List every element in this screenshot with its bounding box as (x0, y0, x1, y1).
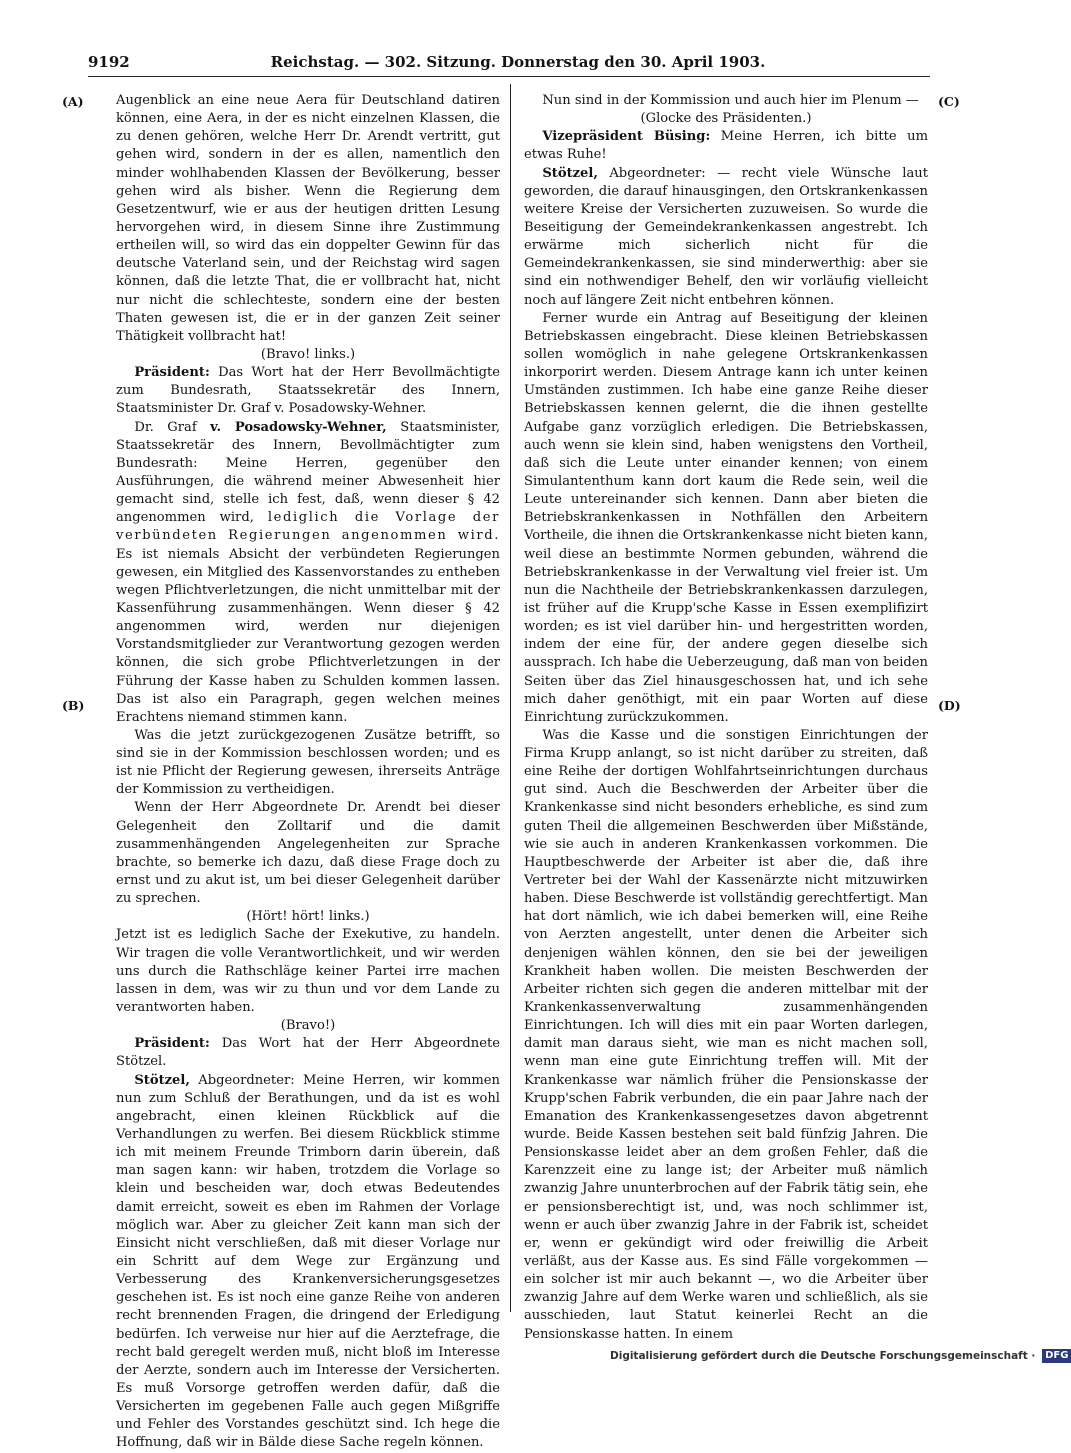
interjection: (Hört! hört! links.) (246, 909, 370, 925)
paragraph: Was die Kasse und die sonstigen Einrichtungen der Firma Krupp anlangt, so ist nicht darüber zu streiten, daß eine Reihe der dortigen Wohlfahrtseinrichtungen durchaus gut sind. Auch die Beschwerden der Arbeiter über die Krankenkasse sind nicht besonders erhebliche, es sind zum guten Theil die allgemeinen Beschwerden über Mißstände, wie sie auch in anderen Krankenkassen vorkommen. Die Hauptbeschwerde der Arbeiter ist aber die, daß ihre Vertreter bei der Wahl der Kassenärzte nicht mitzuwirken haben. Diese Beschwerde ist vollständig gerechtfertigt. Man hat dort nämlich, wie ich dabei bemerken will, eine Reihe von Aerzten angestellt, unter denen die Arbeiter sich denjenigen wählen können, den sie bei der jeweiligen Krankheit haben wollen. Die meisten Beschwerden der Arbeiter richten sich gegen die anderen mittelbar mit der Krankenkassenverwaltung zusammenhängenden Einrichtungen. Ich will dies mit ein paar Worten darlegen, damit man daraus sieht, wie man es nicht machen soll, wenn man eine gute Einrichtung treffen will. Mit der Krankenkasse war nämlich früher die Pensionskasse der Krupp'schen Fabrik verbunden, die ein paar Jahre nach der Emanation des Krankenkassengesetzes davon abgetrennt wurde. Beide Kassen bestehen seit bald fünfzig Jahren. Die Pensionskasse leidet aber an dem großen Fehler, daß die Karenzzeit eine zu lange ist; der Arbeiter muß nämlich zwanzig Jahre ununterbrochen auf der Fabrik tätig sein, ehe er pensionsberechtigt ist, und, was noch schlimmer ist, wenn er auch über zwanzig Jahre in der Fabrik ist, scheidet er, wenn er gekündigt wird oder freiwillig die Arbeit verläßt, aus der Kasse aus. Es sind Fälle vorgekommen — ein solcher ist mir auch bekannt —, wo die Arbeiter über zwanzig Jahre auf dem Werke waren und schließlich, als sie ausschieden, laut Statut keinerlei Recht an die Pensionskasse hatten. In einem (524, 727, 928, 1342)
paragraph: Nun sind in der Kommission und auch hier im Plenum — (542, 93, 919, 108)
running-title: Reichstag. — 302. Sitzung. Donnerstag den 30. April 1903. (270, 53, 766, 71)
paragraph (524, 165, 928, 310)
header-rule (88, 76, 930, 77)
speech-text: Es ist niemals Absicht der verbündeten Regierungen gewesen, ein Mitglied des Kassenvorstandes zu entheben wegen Pflichtverletzungen, die nicht unmittelbar mit der Kassenführung zusammenhängen. Wenn dieser § 42 angenommen wird, werden nur diejenigen Vorstandsmitglieder zur Verantwortung gezogen werden können, die sich grobe Pflichtverletzungen in der Führung der Kasse haben zu Schulden kommen lassen. Das ist also ein Paragraph, gegen welchen meines Erachtens niemand stimmen kann. (116, 546, 500, 725)
speaker-prefix: Dr. Graf (134, 419, 211, 435)
speech-text: Abgeordneter: — recht viele Wünsche laut geworden, die darauf hinausgingen, den Ortskrankenkassen weitere Kreise der Versicherten zuzuweisen. So wurde die Beseitigung der Gemeindekrankenkassen angestrebt. Ich erwärme mich sicherlich nicht für die Gemeindekrankenkassen, sie sind minderwerthig: aber sie sind ein nothwendiger Behelf, den wir vorläufig vielleicht noch auf längere Zeit nicht entbehren können. (524, 165, 928, 308)
speech-text: Abgeordneter: Meine Herren, wir kommen nun zum Schluß der Berathungen, und da ist es wohl angebracht, einen kleinen Rückblick auf die Verhandlungen zu werfen. Bei diesem Rückblick stimme ich mit meinem Freunde Trimborn darin überein, daß man sagen kann: wir haben, trotzdem die Vorlage so klein und bescheiden war, doch etwas Bedeutendes damit erreicht, soweit es eben im Rahmen der Vorlage möglich war. Aber zu gleicher Zeit kann man sich der Einsicht nicht verschließen, daß mit dieser Vorlage nur ein Schritt auf dem Wege zur Ergänzung und Verbesserung des Krankenversicherungsgesetzes geschehen ist. Es ist noch eine ganze Reihe von anderen recht brennenden Fragen, die dringend der Erledigung bedürfen. Ich verweise nur hier auf die Aerztefrage, die recht bald geregelt werden muß, nicht bloß im Interesse der Aerzte, sondern auch im Interesse der Versicherten. Es muß Vorsorge getroffen werden dafür, daß die Versicherten im gegebenen Falle auch gegen Mißgriffe und Fehler des Vorstandes geschützt sind. Ich hege die Hoffnung, daß wir in Bälde diese Sache regeln können. (116, 1072, 500, 1451)
interjection: (Bravo! links.) (260, 346, 356, 362)
speech-text: Das Wort hat der Herr Abgeordnete Stötzel. (116, 1036, 500, 1070)
page-number: 9192 (88, 53, 130, 71)
paragraph: Ferner wurde ein Antrag auf Beseitigung der kleinen Betriebskassen eingebracht. Diese kleinen Betriebskassen sollen womöglich in nahe gelegene Ortskrankenkassen inkorporirt werden. Diesem Antrage kann ich unter keinen Umständen zustimmen. Ich habe eine ganze Reihe dieser Betriebskassen kennen gelernt, die die ihnen gestellte Aufgabe ganz vorzüglich erledigen. Die Betriebskassen, auch wenn sie klein sind, haben wenigstens den Vortheil, daß sich die Leute unter einander kennen; von einem Simulantenthum kann dort kaum die Rede sein, weil die Leute untereinander sich kennen. Dann aber bieten die Betriebskrankenkassen in Nothfällen den Arbeitern Vortheile, die ihnen die Ortskrankenkasse nicht bieten kann, weil diese an bestimmte Normen gebunden, während die Betriebskrankenkasse in der Verwaltung viel freier ist. Um nun die Nachtheile der Betriebskrankenkassen darzulegen, ist früher auf die Krupp'sche Kasse in Essen exemplifizirt worden; es ist viel darüber hin- und hergestritten worden, indem der eine für, der andere gegen dieselbe sich aussprach. Ich habe die Ueberzeugung, daß man von beiden Seiten über das Ziel hinausgeschossen hat, und ich sehe mich daher genöthigt, mit ein paar Worten auf diese Einrichtung zurückzukommen. (524, 310, 928, 725)
footer-text: Digitalisierung gefördert durch die Deutsche Forschungsgemeinschaft · (610, 1350, 1036, 1362)
speech-text: Das Wort hat der Herr Bevollmächtigte zum Bundesrath, Staatssekretär des Innern, Staatsminister Dr. Graf v. Posadowsky-Wehner. (116, 365, 500, 417)
dfg-logo: DFG (1042, 1349, 1071, 1363)
column-divider (510, 84, 511, 1312)
emphasized-text: lediglich die Vorlage der verbündeten Regierungen angenommen wird. (116, 510, 500, 544)
speaker-name: Präsident: (134, 1036, 210, 1052)
margin-mark-c: (C) (938, 94, 960, 109)
paragraph (116, 419, 500, 727)
paragraph (116, 364, 500, 418)
speaker-name: v. Posadowsky-Wehner, (210, 419, 387, 435)
paragraph: Jetzt ist es lediglich Sache der Exekutive, zu handeln. Wir tragen die volle Verantwortlichkeit, und wir werden uns durch die Rathschläge keiner Partei irre machen lassen in dem, was wir zu thun und vor dem Lande zu verantworten haben. (116, 927, 500, 1016)
paragraph (116, 1035, 500, 1071)
speaker-name: Vizepräsident Büsing: (542, 129, 711, 145)
speech-text: Meine Herren, ich bitte um etwas Ruhe! (524, 129, 928, 163)
margin-mark-b: (B) (62, 698, 85, 713)
margin-mark-d: (D) (938, 698, 961, 713)
speaker-name: Stötzel, (134, 1072, 190, 1088)
speaker-name: Stötzel, (542, 165, 598, 181)
paragraph (116, 1072, 500, 1453)
right-column (524, 92, 928, 1344)
paragraph: Wenn der Herr Abgeordnete Dr. Arendt bei dieser Gelegenheit den Zolltarif und die damit zusammenhängenden Angelegenheiten zur Sprache brachte, so bemerke ich dazu, daß diese Frage doch zu ernst und zu akut ist, um bei dieser Gelegenheit darüber zu sprechen. (116, 800, 500, 907)
paragraph: Was die jetzt zurückgezogenen Zusätze betrifft, so sind sie in der Kommission beschlossen worden; und es ist nie Pflicht der Regierung gewesen, ihrerseits Anträge der Kommission zu vertheidigen. (116, 727, 500, 798)
speech-text: Staatsminister, Staatssekretär des Innern, Bevollmächtigter zum Bundesrath: Meine Herren, gegenüber den Ausführungen, die während meiner Abwesenheit hier gemacht sind, stelle ich fest, daß, wenn dieser § 42 angenommen wird, (116, 419, 500, 526)
left-column (116, 92, 500, 1453)
interjection: (Glocke des Präsidenten.) (640, 111, 812, 127)
interjection: (Bravo!) (280, 1018, 336, 1034)
paragraph: Augenblick an eine neue Aera für Deutschland datiren können, eine Aera, in der es nicht einzelnen Klassen, die zu denen gehören, welche Herr Dr. Arendt vertritt, gut gehen wird, sondern in der es allen, namentlich den minder wohlhabenden Klassen der Bevölkerung, besser gehen wird als bisher. Wenn die Regierung dem Gesetzentwurf, wie er aus der heutigen dritten Lesung hervorgehen wird, in diesem Sinne ihre Zustimmung ertheilen will, so wird das ein doppelter Gewinn für das deutsche Vaterland sein, und der Reichstag wird sagen können, daß die letzte That, die er vollbracht hat, nicht nur nicht die schlechteste, sondern eine der besten Thaten gewesen ist, die er in der ganzen Zeit seiner Thätigkeit vollbracht hat! (116, 93, 500, 344)
margin-mark-a: (A) (62, 94, 84, 109)
speaker-name: Präsident: (134, 365, 210, 381)
paragraph (524, 128, 928, 164)
page-header (88, 50, 930, 74)
digitization-footer (610, 1347, 1069, 1365)
